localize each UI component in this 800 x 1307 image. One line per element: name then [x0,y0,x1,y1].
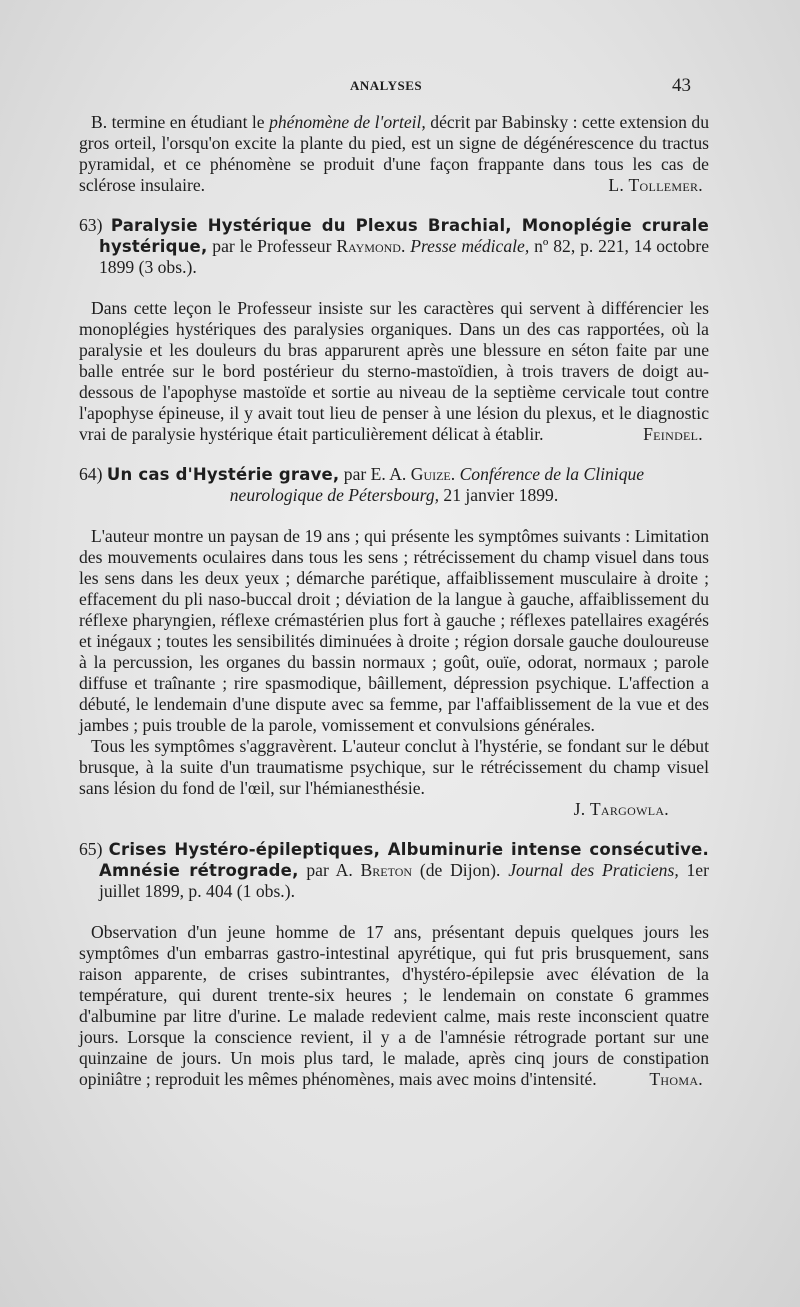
page-number: 43 [672,75,691,96]
entry-64-para-1: L'auteur montre un paysan de 19 ans ; qui présente les symptômes suivants : Limitation des mouvements oculaires dans tous les sens ; rétrécissement du champ visuel dans tous les sens dans les deux yeux ; démarche parétique, affaiblissement musculaire à droite ; effacement du pli naso-buccal droit ; déviation de la langue à gauche, affaiblissement du réflexe pharyngien, réflexe crémastérien plus fort à gauche ; réflexes patellaires exagérés et inégaux ; toutes les sensibilités diminuées à droite ; région dorsale gauche douloureuse à la percussion, les organes du bassin normaux ; goût, ouïe, odorat, normaux ; parole diffuse et traînante ; rire spasmodique, bâillement, dépression psychique. L'affection a débuté, le lendemain d'une dispute avec sa femme, par l'affaiblissement de la vue et des jambes ; puis trouble de la parole, vomissement et convulsions générales. [79,526,709,735]
entry-65-title: Crises Hystéro-épileptiques, Albuminurie intense consécutive. Amnésie rétrograde, [99,840,709,880]
page-content [79,112,709,1090]
entry-64-body [79,526,709,820]
signature-thoma: Thoma. [649,1069,703,1089]
entry-63-author: Raymond. [336,236,406,256]
entry-63-by: par le Professeur [207,236,337,256]
entry-64-journal-1: Conférence de la Clinique [455,464,645,484]
entry-63-title: Paralysie Hystérique du Plexus Brachial, Monoplégie crurale hystérique, [99,216,709,256]
entry-63-details: nº 82, p. 221, 14 octobre 1899 (3 obs.). [99,236,710,277]
entry-63-text: Dans cette leçon le Professeur insiste sur les caractères qui servent à différencier les monoplégies hystériques des paralysies organiques. Dans un des cas rapportées, où la paralysie et les douleurs du bras apparurent après une blessure en séton faite par une balle entrée sur le bord postérieur du sterno-mastoïdien, à trois travers de doigt au-dessous de l'apophyse mastoïde et sortie au niveau de la septième cervicale tout contre l'apophyse épineuse, il y avait tout lieu de penser à une lésion du plexus, et le diagnostic vrai de paralysie hystérique était particulièrement délicat à établir. [79,298,709,444]
intro-text-start: B. termine en étudiant le [91,112,265,132]
entry-65-by: par A. [298,860,361,880]
intro-text-rest: décrit par Babinsky : cette extension du gros orteil, l'orsqu'on excite la plante du pied, est un signe de dégénérescence du tractus pyramidal, et ce phénomène se produit d'une façon frappante dans tous les cas de sclérose insulaire. [79,112,710,195]
entry-65-author: Breton [360,860,413,880]
page-header [0,75,800,100]
entry-64-author: Guize. [410,464,456,484]
entry-63-body [79,298,709,445]
entry-63-number: 63) [79,215,103,235]
entry-64-para-2: Tous les symptômes s'aggravèrent. L'auteur conclut à l'hystérie, se fondant sur le début brusque, à la suite d'un traumatisme psychique, sur le rétrécissement du champ visuel sans lésion du fond de l'œil, sur l'hémianesthésie. [79,736,709,798]
running-title: ANALYSES [350,78,423,93]
signature-feindel: Feindel. [643,424,703,444]
signature-targowla: J. Targowla. [573,799,669,819]
entry-65-text: Observation d'un jeune homme de 17 ans, présentant depuis quelques jours les symptômes d'un embarras gastro-intestinal apyrétique, qui fut pris brusquement, sans raison apparente, de crises subintrantes, d'hystéro-épilepsie avec élévation de la température, qui durent trente-six heures ; le lendemain on constate 6 grammes d'albumine par litre d'urine. Le malade redevient calme, mais reste inconscient quatre jours. Lorsque la conscience revient, il y a de l'amnésie rétrograde portant sur une quinzaine de jours. Un mois plus tard, le malade, après cinq jours de constipation opiniâtre ; reproduit les mêmes phénomènes, mais avec moins d'intensité. [79,922,709,1089]
intro-block [79,112,709,196]
entry-65-place: (de Dijon). [412,860,501,880]
entry-63-heading [79,215,709,278]
signature-tollemer: L. Tollemer. [608,175,703,195]
entry-64-date: 21 janvier 1899. [439,485,559,505]
entry-65-heading [79,839,709,902]
entry-64-heading [79,464,709,506]
entry-64-by: par E. A. [339,464,411,484]
entry-65-body [79,922,709,1090]
entry-65-details: 1er juillet 1899, p. 404 (1 obs.). [99,860,709,901]
intro-phenomene: phénomène de l'orteil, [269,112,426,132]
entry-64-title: Un cas d'Hystérie grave, [106,465,340,484]
entry-65-journal: Journal des Praticiens, [500,860,679,880]
entry-63-journal: Presse médicale, [405,236,530,256]
entry-64-journal-2: neurologique de Pétersbourg, [229,485,440,505]
entry-65-number: 65) [79,839,103,859]
entry-64-number: 64) [79,464,103,484]
intro-paragraph [79,112,709,196]
